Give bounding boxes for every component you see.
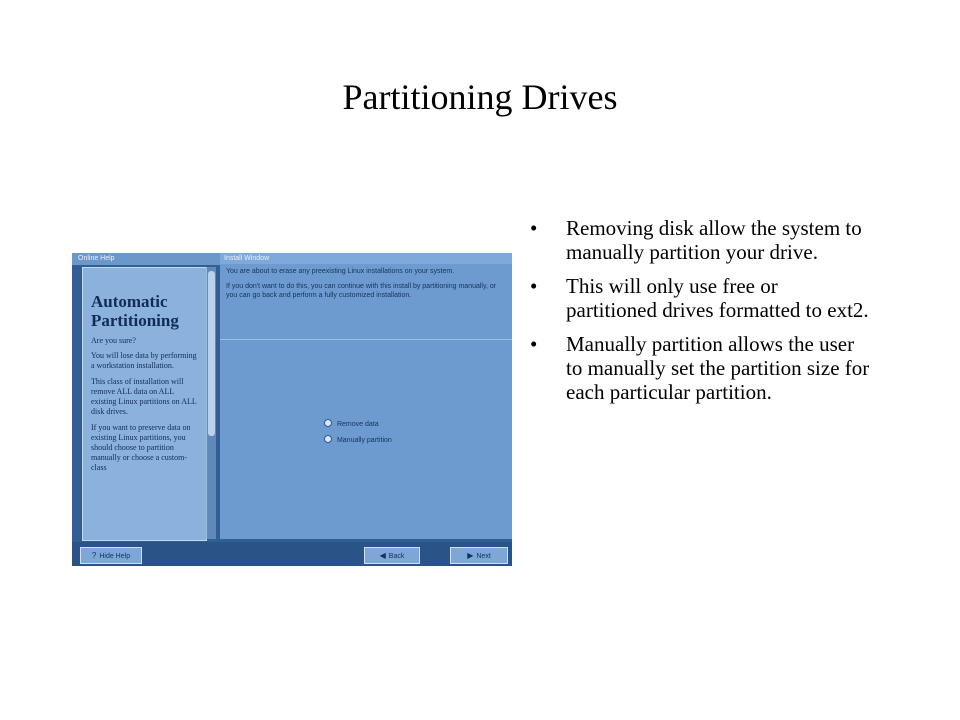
help-header: Online Help — [72, 253, 224, 265]
radio-manually-partition[interactable] — [324, 435, 392, 446]
radio-icon — [324, 435, 332, 443]
hide-help-label: Hide Help — [99, 553, 131, 560]
installer-screenshot — [72, 253, 512, 566]
bullet-item: • This will only use free or partitioned drives formatted to ext2. — [528, 274, 873, 322]
back-arrow-icon: ◀ — [379, 551, 386, 560]
install-window-header: Install Window — [220, 253, 512, 264]
help-icon: ? — [91, 551, 97, 560]
help-scrollbar[interactable] — [206, 267, 216, 539]
help-heading-line2: Partitioning — [91, 311, 179, 330]
divider — [220, 339, 512, 340]
help-subtitle: Are you sure? — [91, 336, 136, 345]
install-window — [220, 253, 512, 539]
help-paragraph: This class of installation will remove ALL data on ALL existing Linux partitions on ALL disk drives. — [91, 377, 197, 416]
slide-title: Partitioning Drives — [342, 77, 618, 117]
help-paragraph: If you want to preserve data on existing Linux partitions, you should choose to partition manually or choose a custom-class — [91, 423, 191, 472]
back-label: Back — [388, 553, 405, 560]
bullet-item: • Manually partition allows the user to manually set the partition size for each particular partition. — [528, 332, 873, 404]
radio-label: Manually partition — [336, 437, 392, 444]
help-heading — [91, 292, 206, 330]
next-label: Next — [476, 553, 491, 560]
bullet-item: • Removing disk allow the system to manually partition your drive. — [528, 216, 873, 264]
hide-help-button[interactable] — [80, 547, 142, 564]
help-pane — [82, 267, 207, 541]
button-bar — [72, 542, 512, 566]
radio-label: Remove data — [336, 421, 379, 428]
help-heading-line1: Automatic — [91, 292, 168, 311]
next-button[interactable] — [450, 547, 508, 564]
radio-icon — [324, 419, 332, 427]
next-arrow-icon: ▶ — [467, 551, 474, 560]
install-message: If you don't want to do this, you can continue with this install by partitioning manually, or you can go back and perform a fully customized installation. — [226, 283, 497, 299]
help-paragraph: You will lose data by performing a workstation installation. — [91, 351, 197, 370]
scrollbar-thumb[interactable] — [208, 271, 215, 436]
back-button[interactable] — [364, 547, 420, 564]
install-message: You are about to erase any preexisting Linux installations on your system. — [226, 268, 455, 275]
bullet-list — [528, 216, 873, 414]
radio-remove-data[interactable] — [324, 419, 379, 430]
